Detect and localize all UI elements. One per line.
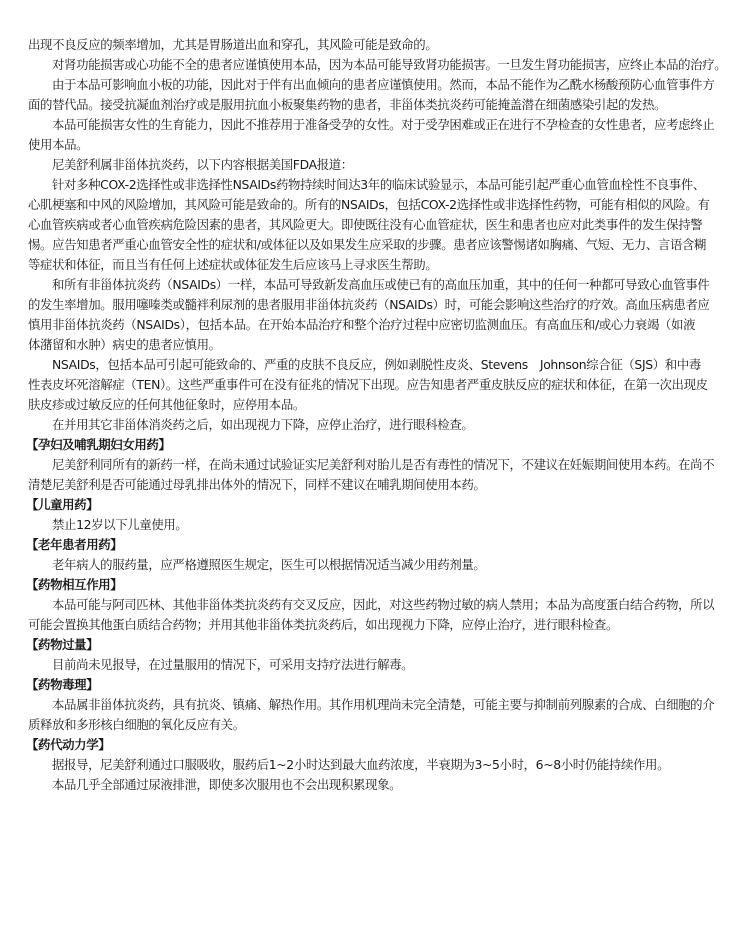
paragraph-line: 出现不良反应的频率增加，尤其是胃肠道出血和穿孔，其风险可能是致命的。 bbox=[28, 37, 438, 52]
paragraph-line: 在并用其它非甾体消炎药之后，如出现视力下降，应停止治疗，进行眼科检查。 bbox=[52, 417, 474, 432]
paragraph-line: 由于本品可影响血小板的功能，因此对于伴有出血倾向的患者应谨慎使用。然而，本品不能作为乙酰水杨酸预防心血管事件方 bbox=[52, 77, 715, 92]
paragraph-line: 据报导，尼美舒利通过口服吸收，服药后1~2小时达到最大血药浓度，半衰期为3~5小时，6~8小时仍能持续作用。 bbox=[52, 757, 670, 772]
paragraph-line: 本品可能与阿司匹林、其他非甾体类抗炎药有交叉反应，因此，对这些药物过敏的病人禁用；本品为高度蛋白结合药物，所以 bbox=[52, 597, 715, 612]
paragraph-line: 针对多种COX-2选择性或非选择性NSAIDs药物持续时间达3年的临床试验显示，本品可能引起严重心血管血栓性不良事件、 bbox=[52, 177, 705, 192]
section-heading-toxicology: 【药物毒理】 bbox=[26, 677, 99, 692]
paragraph-line: 质释放和多形核白细胞的氧化反应有关。 bbox=[28, 717, 245, 732]
paragraph-line: 禁止12岁以下儿童使用。 bbox=[52, 517, 188, 532]
paragraph-line: 本品几乎全部通过尿液排泄，即使多次服用也不会出现积累现象。 bbox=[52, 777, 402, 792]
paragraph-line: NSAIDs，包括本品可引起可能致命的、严重的皮肤不良反应，例如剥脱性皮炎、Stevens Johnson综合征（SJS）和中毒 bbox=[52, 357, 701, 372]
paragraph-line: 目前尚未见报导，在过量服用的情况下，可采用支持疗法进行解毒。 bbox=[52, 657, 414, 672]
paragraph-line: 清楚尼美舒利是否可能通过母乳排出体外的情况下，同样不建议在哺乳期间使用本药。 bbox=[28, 477, 486, 492]
paragraph-line: 性表皮坏死溶解症（TEN）。这些严重事件可在没有征兆的情况下出现。应告知患者严重皮肤反应的症状和体征，在第一次出现皮 bbox=[28, 377, 708, 392]
paragraph-line: 可能会置换其他蛋白质结合药物；并用其他非甾体类抗炎药后，如出现视力下降，应停止治疗，进行眼科检查。 bbox=[28, 617, 618, 632]
paragraph-line: 对肾功能损害或心功能不全的患者应谨慎使用本品，因为本品可能导致肾功能损害。一旦发生肾功能损害，应终止本品的治疗。 bbox=[52, 57, 727, 72]
section-heading-pregnancy: 【孕妇及哺乳期妇女用药】 bbox=[26, 437, 171, 452]
paragraph-line: 尼美舒利同所有的新药一样，在尚未通过试验证实尼美舒利对胎儿是否有毒性的情况下，不建议在妊娠期间使用本药。在尚不 bbox=[52, 457, 715, 472]
paragraph-line: 老年病人的服药量，应严格遵照医生规定，医生可以根据情况适当减少用药剂量。 bbox=[52, 557, 486, 572]
section-heading-interactions: 【药物相互作用】 bbox=[26, 577, 123, 592]
paragraph-line: 和所有非甾体抗炎药（NSAIDs）一样，本品可导致新发高血压或使已有的高血压加重，其中的任何一种都可导致心血管事件 bbox=[52, 277, 710, 292]
paragraph-line: 使用本品。 bbox=[28, 137, 89, 152]
paragraph-line: 等症状和体征，而且当有任何上述症状或体征发生后应该马上寻求医生帮助。 bbox=[28, 257, 438, 272]
section-heading-children: 【儿童用药】 bbox=[26, 497, 99, 512]
paragraph-line: 肤皮疹或过敏反应的任何其他征象时，应停用本品。 bbox=[28, 397, 305, 412]
section-heading-pharmacokinetics: 【药代动力学】 bbox=[26, 737, 111, 752]
paragraph-line: 本品可能损害女性的生育能力，因此不推荐用于准备受孕的女性。对于受孕困难或正在进行不孕检查的女性患者，应考虑终止 bbox=[52, 117, 715, 132]
section-heading-elderly: 【老年患者用药】 bbox=[26, 537, 123, 552]
paragraph-line: 体潴留和水肿）病史的患者应慎用。 bbox=[28, 337, 221, 352]
paragraph-line: 心血管疾病或者心血管疾病危险因素的患者，其风险更大。即使既往没有心血管症状，医生和患者也应对此类事件的发生保持警 bbox=[28, 217, 703, 232]
paragraph-line: 本品属非甾体抗炎药，具有抗炎、镇痛、解热作用。其作用机理尚未完全清楚，可能主要与抑制前列腺素的合成、白细胞的介 bbox=[52, 697, 715, 712]
section-heading-overdose: 【药物过量】 bbox=[26, 637, 99, 652]
paragraph-line: 心肌梗塞和中风的风险增加，其风险可能是致命的。所有的NSAIDs，包括COX-2选择性或非选择性药物，可能有相似的风险。有 bbox=[28, 197, 710, 212]
paragraph-line: 惕。应告知患者严重心血管安全性的症状和/或体征以及如果发生应采取的步骤。患者应该警惕诸如胸痛、气短、无力、言语含糊 bbox=[28, 237, 707, 252]
paragraph-line: 面的替代品。接受抗凝血剂治疗或是服用抗血小板聚集药物的患者，非甾体类抗炎药可能掩盖潜在细菌感染引起的发热。 bbox=[28, 97, 667, 112]
paragraph-line: 的发生率增加。服用噻嗪类或髓袢利尿剂的患者服用非甾体抗炎药（NSAIDs）时，可能会影响这些治疗的疗效。高血压病患者应 bbox=[28, 297, 710, 312]
paragraph-line: 慎用非甾体抗炎药（NSAIDs），包括本品。在开始本品治疗和整个治疗过程中应密切监测血压。有高血压和/或心力衰竭（如液 bbox=[28, 317, 696, 332]
paragraph-line: 尼美舒利属非甾体抗炎药，以下内容根据美国FDA报道： bbox=[52, 157, 353, 172]
